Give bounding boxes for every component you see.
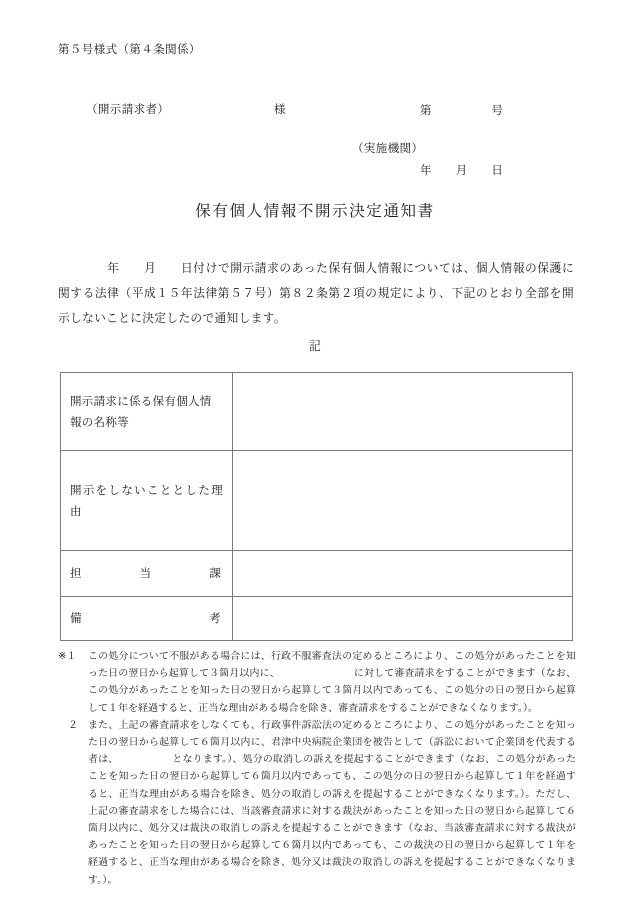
row-label-text	[70, 608, 223, 629]
label-char: 担	[70, 566, 82, 580]
row-value-department[interactable]	[233, 551, 573, 597]
footnote-body	[58, 648, 576, 717]
footnote-marker: ２	[58, 719, 79, 731]
row-label-text	[70, 563, 223, 584]
label-char: 考	[209, 611, 221, 625]
table-row	[61, 451, 573, 551]
row-label-text: 開示請求に係る保有個人情報の名称等	[70, 393, 212, 429]
label-char: 当	[139, 566, 152, 580]
document-number-line: 第 号	[420, 103, 504, 117]
honorific-label: 様	[274, 102, 286, 116]
row-value-remarks[interactable]	[233, 597, 573, 641]
row-label-reason	[61, 451, 233, 551]
footnote-body	[58, 717, 576, 889]
form-number: 第５号様式（第４条関係）	[58, 42, 201, 56]
document-meta	[420, 60, 503, 220]
footnote-text-part-a: また、上記の審査請求をしなくても、行政事件訴訟法の定めるところにより、この処分があったことを知った日の翌日から起算して６箇月以内に、君津中央病院企業団を被告として（訴訟において企業団を代表する者は、	[88, 719, 576, 766]
row-value-subject-name[interactable]	[233, 373, 573, 451]
footnote-item	[58, 648, 576, 717]
table-row	[61, 551, 573, 597]
footnotes	[58, 648, 576, 889]
document-date-line: 年 月 日	[420, 163, 504, 177]
footnote-marker: ※１	[58, 651, 77, 662]
row-label-subject-name	[61, 373, 233, 451]
issuer-label: （実施機関）	[352, 141, 424, 155]
footnote-text-part-a: この処分について不服がある場合には、行政不服審査法の定めるところにより、この処分があったことを知った日の翌日から起算して３箇月以内に、	[88, 651, 576, 680]
label-char: 備	[70, 611, 82, 625]
body-paragraph: 年 月 日付けで開示請求のあった保有個人情報については、個人情報の保護に関する法律（平成１５年法律第５７号）第８２条第２項の規定により、下記のとおり全部を開示しないことに決定したので通知します。	[58, 261, 574, 325]
footnote-text-part-b: となります。）、処分の取消しの訴えを提起することができます（なお、この処分があったことを知った日の翌日から起算して６箇月以内であっても、この処分の日の翌日から起算して１年を経過すると、正当な理由がある場合を除き、処分の取消しの訴えを提起することができなくなります。）。ただし、上記の審査請求をした場合には、当該審査請求に対する裁決があったことを知った日の翌日から起算して６箇月以内に、処分又は裁決の取消しの訴えを提起することができます（なお、当該審査請求に対する裁決があったことを知った日の翌日から起算して６箇月以内であっても、この裁決の日の翌日から起算して１年を経過すると、正当な理由がある場合を除き、処分又は裁決の取消しの訴えを提起することができなくなります。）。	[88, 754, 576, 886]
row-label-remarks	[61, 597, 233, 641]
row-label-department	[61, 551, 233, 597]
table-row	[61, 597, 573, 641]
label-char: 課	[209, 566, 221, 580]
row-label-text: 開示をしないこととした理由	[70, 482, 223, 518]
table-row	[61, 373, 573, 451]
row-value-reason[interactable]	[233, 451, 573, 551]
requester-label: （開示請求者）	[86, 102, 170, 116]
footnote-item	[58, 717, 576, 889]
footnote-text-part-b: に対して審査請求をすることができます（なお、この処分があったことを知った日の翌日から起算して３箇月以内であっても、この処分の日の翌日から起算して１年を経過すると、正当な理由がある場合を除き、審査請求をすることができなくなります。）。	[88, 668, 576, 714]
decision-table	[60, 372, 573, 641]
page-title: 保有個人情報不開示決定通知書	[195, 202, 435, 220]
ki-marker: 記	[309, 339, 321, 353]
